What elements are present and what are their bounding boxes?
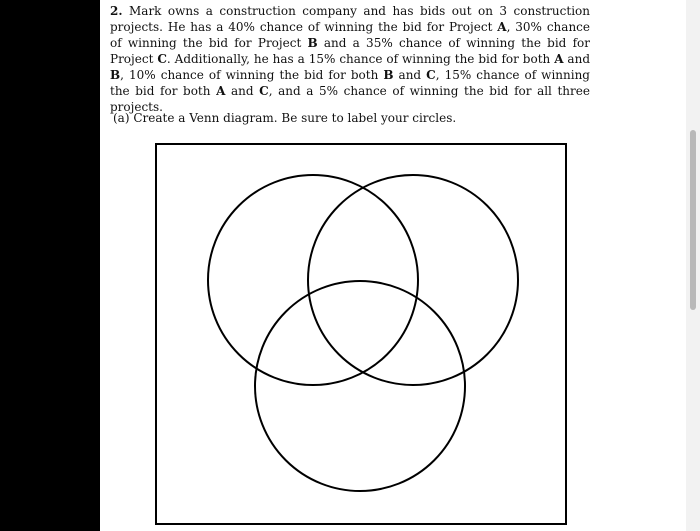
project-b-label: B	[383, 68, 394, 82]
problem-text: and a 35% chance of winning the bid for Project	[110, 36, 590, 66]
problem-text: , 30% chance of winning the bid for Project	[110, 20, 590, 50]
problem-text: Mark owns a construction company and has bids out on 3 construction projects. He has a 40% chance of winning the bid for Project	[110, 4, 590, 34]
project-c-label: C	[259, 84, 269, 98]
venn-circle-left	[208, 175, 418, 385]
project-c-label: C	[426, 68, 436, 82]
part-a-prompt: (a) Create a Venn diagram. Be sure to label your circles.	[113, 111, 457, 125]
project-a-label: A	[216, 84, 226, 98]
project-a-label: A	[554, 52, 564, 66]
problem-text: , 15% chance of winning the bid for both	[110, 68, 590, 98]
problem-text: , 10% chance of winning the bid for both	[120, 68, 384, 82]
project-b-label: B	[110, 68, 121, 82]
problem-text: and	[563, 52, 590, 66]
project-c-label: C	[157, 52, 167, 66]
venn-circle-right	[308, 175, 518, 385]
universal-set-box	[156, 144, 566, 524]
problem-text: . Additionally, he has a 15% chance of winning the bid for both	[166, 52, 555, 66]
problem-number: 2.	[110, 4, 123, 18]
project-b-label: B	[307, 36, 318, 50]
project-a-label: A	[497, 20, 507, 34]
venn-circle-bottom	[255, 281, 465, 491]
problem-text: and	[225, 84, 260, 98]
problem-text: and	[393, 68, 427, 82]
problem-text: , and a 5% chance of winning the bid for all three projects.	[110, 84, 590, 114]
